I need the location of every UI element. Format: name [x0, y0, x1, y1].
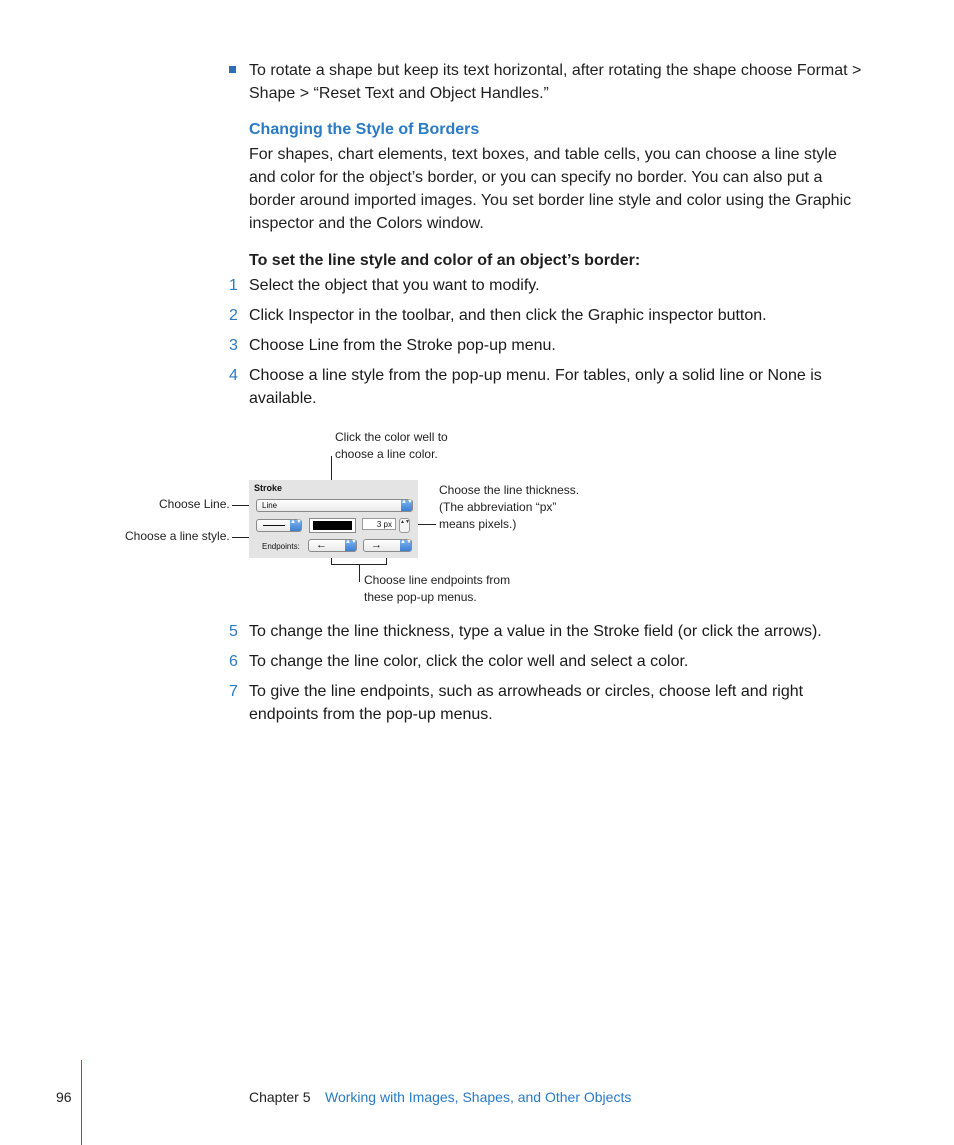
step-number: 7: [229, 683, 238, 700]
stroke-type-popup[interactable]: [256, 499, 413, 512]
stroke-title: Stroke: [254, 483, 283, 493]
callout-endpoints: Choose line endpoints from these pop-up menus.: [364, 573, 511, 604]
task-heading: To set the line style and color of an object’s border:: [249, 252, 641, 269]
callout-choose-line: Choose Line.: [159, 497, 230, 511]
color-well[interactable]: [309, 518, 356, 533]
endpoints-label: Endpoints:: [262, 542, 300, 551]
footer-rule: [81, 1060, 82, 1145]
step-number: 6: [229, 653, 238, 670]
right-arrow-icon: →: [371, 539, 382, 551]
step-number: 1: [229, 277, 238, 294]
thickness-stepper[interactable]: ▲▼: [399, 518, 410, 533]
section-heading: Changing the Style of Borders: [249, 121, 480, 138]
stroke-type-value: Line: [262, 501, 278, 510]
line-style-popup[interactable]: [256, 519, 302, 532]
left-endpoint-popup[interactable]: [308, 539, 357, 552]
bullet-square-icon: [229, 66, 236, 73]
callout-color-well: Click the color well to choose a line color.: [335, 430, 448, 461]
step-number: 3: [229, 337, 238, 354]
step-number: 5: [229, 623, 238, 640]
left-arrow-icon: ←: [316, 539, 327, 551]
line-style-sample: [263, 525, 285, 526]
popup-arrows-icon: ▲▼: [290, 520, 301, 531]
step-text: Click Inspector in the toolbar, and then click the Graphic inspector button.: [249, 307, 767, 324]
step-text: To change the line thickness, type a value in the Stroke field (or click the arrows).: [249, 623, 822, 640]
popup-arrows-icon: ▲▼: [345, 540, 356, 551]
footer-chapter-title: Working with Images, Shapes, and Other Objects: [325, 1089, 632, 1105]
color-well-swatch: [313, 521, 352, 530]
thickness-field[interactable]: 3 px: [362, 518, 396, 530]
footer-chapter-label: Chapter 5: [249, 1089, 311, 1105]
step-text: Choose a line style from the pop-up menu. For tables, only a solid line or None is available.: [249, 367, 822, 407]
callout-line-style: Choose a line style.: [125, 529, 230, 543]
bullet-item-text: To rotate a shape but keep its text horizontal, after rotating the shape choose Format > Shape > “Reset Text and Object Handles.”: [249, 62, 862, 102]
stroke-inspector-panel: [249, 480, 418, 558]
callout-thickness: Choose the line thickness. (The abbreviation “px” means pixels.): [439, 483, 580, 531]
leader-line: [359, 564, 360, 582]
step-text: Select the object that you want to modify.: [249, 277, 540, 294]
step-text: To give the line endpoints, such as arrowheads or circles, choose left and right endpoints from the pop-up menus.: [249, 683, 804, 723]
step-text: To change the line color, click the color well and select a color.: [249, 653, 689, 670]
step-number: 2: [229, 307, 238, 324]
step-text: Choose Line from the Stroke pop-up menu.: [249, 337, 556, 354]
right-endpoint-popup[interactable]: [363, 539, 412, 552]
intro-paragraph: For shapes, chart elements, text boxes, and table cells, you can choose a line style and color for the object’s border, or you can specify no border. You can also put a border around imported images. You set border line style and color using the Graphic inspector and the Colors window.: [249, 146, 852, 232]
popup-arrows-icon: ▲▼: [400, 540, 411, 551]
popup-arrows-icon: ▲▼: [401, 500, 412, 511]
step-number: 4: [229, 367, 238, 384]
page-number: 96: [56, 1089, 72, 1105]
